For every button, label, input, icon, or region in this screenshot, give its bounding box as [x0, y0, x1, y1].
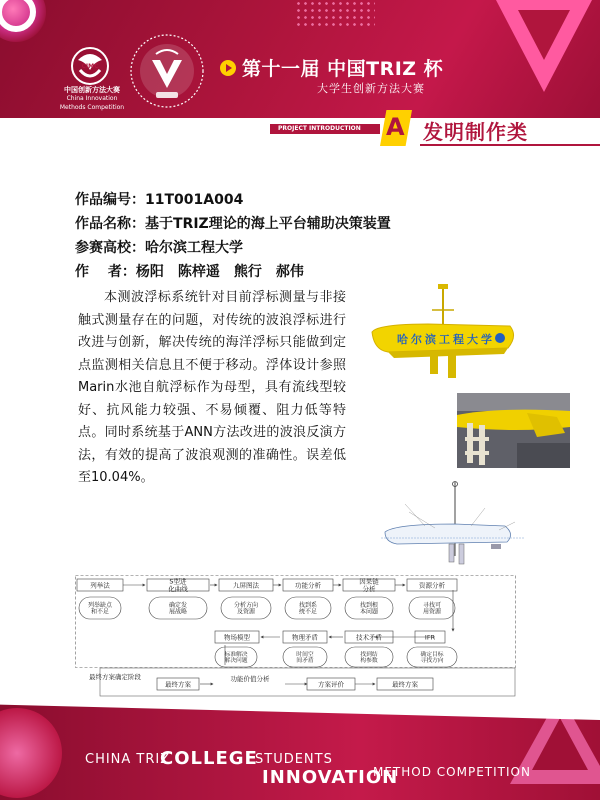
buoy-hull-text: 哈尔滨工程大学 [397, 333, 495, 346]
flow-svg [75, 575, 520, 700]
flow-text-r2-1: 确定发展战略 [168, 601, 188, 616]
buoy-schematic-image [375, 478, 530, 573]
flow-text-r1-0: 列举法 [90, 581, 110, 590]
flow-text-r5-2: 方案评价 [318, 680, 344, 689]
competition-subtitle: 大学生创新方法大赛 [317, 82, 425, 95]
flow-text-r3-2: 技术矛盾 [356, 633, 382, 642]
footer-text-students: STUDENTS [255, 752, 333, 767]
footer-text-innovation: INNOVATION [262, 767, 399, 788]
flow-text-r3-1: 物理矛盾 [292, 633, 318, 642]
flow-text-r2-5: 寻找可用资源 [422, 601, 442, 616]
footer-text-china-triz: CHINA TRIZ [85, 752, 171, 767]
flow-text-r5-3: 最终方案 [392, 680, 418, 689]
name-label: 作品名称： [75, 216, 145, 232]
cimc-caption-en2: Methods Competition [59, 103, 125, 111]
code-label: 作品编号： [75, 192, 145, 208]
flow-text-r3-3: IFR [424, 633, 436, 642]
flow-text-r4-2: 找到结构参数 [360, 651, 378, 665]
author-value: 杨阳 陈梓遥 熊行 郝伟 [135, 264, 304, 280]
project-description: 本测波浮标系统针对目前浮标测量与非接触式测量存在的问题，对传统的波浪浮标进行改进与创新，解决传统的海洋浮标只能做到定点监测相关信息且不便于移动。浮体设计参照Marin水池自航浮标作为母型，具有流线型较好、抗风能力较强、不易倾覆、阻力低等特点。同时系统基于ANN方法改进的波浪反演方法，有效的提高了波浪观测的准确性。误差低至10.04%。 [78, 290, 346, 485]
flow-text-r2-0: 列举缺点和不足 [87, 601, 113, 616]
final-stage-label-1: 最终方案确定阶段 [89, 673, 141, 681]
project-intro-tag: PROJECT INTRODUCTION [270, 124, 380, 134]
footer-text-college: COLLEGE [160, 748, 258, 769]
buoy-photo-image [457, 393, 570, 468]
play-arrow-icon [220, 60, 236, 76]
cimc-caption-cn: 中国创新方法大赛 [64, 86, 120, 94]
category-underline [420, 144, 600, 146]
author-label: 作 者： [75, 264, 136, 280]
project-info [75, 188, 535, 284]
name-value: 基于TRIZ理论的海上平台辅助决策装置 [145, 216, 391, 232]
school-value: 哈尔滨工程大学 [145, 240, 243, 256]
cimc-caption-en1: China Innovation [66, 95, 118, 103]
info-name-row [75, 212, 535, 236]
flow-text-r2-2: 分析方向及资源 [233, 601, 259, 616]
flow-text-r2-3: 找到系统不足 [298, 601, 318, 616]
footer-decor-circle [0, 708, 62, 798]
footer-white-edge [0, 698, 600, 720]
method-flow-diagram [75, 575, 520, 700]
triz-competition-logo-icon [128, 32, 206, 110]
flow-text-r4-1: 时间空间矛盾 [296, 651, 314, 665]
category-letter: A [386, 113, 405, 141]
flow-text-r4-3: 确定目标寻找方向 [420, 651, 444, 665]
cimc-caption [52, 86, 132, 112]
info-school-row [75, 236, 535, 260]
school-label: 参赛高校： [75, 240, 145, 256]
buoy-render-image [368, 280, 518, 385]
footer-text-method-competition: METHOD COMPETITION [373, 765, 531, 779]
flow-text-r5-0: 最终方案 [165, 680, 191, 689]
flow-text-r5-1: 功能价值分析 [230, 675, 270, 683]
flow-text-r1-1: S型进化曲线 [168, 577, 188, 593]
info-code-row [75, 188, 535, 212]
flow-text-r1-4: 因果链分析 [359, 577, 379, 593]
cimc-mark: CIMC [81, 63, 99, 70]
competition-title: 第十一届 中国TRIZ 杯 [242, 58, 444, 80]
flow-text-r1-5: 资源分析 [419, 581, 445, 590]
flow-text-r1-3: 功能分析 [295, 581, 321, 590]
flow-text-r1-2: 九屏图法 [233, 581, 259, 590]
flow-text-r4-0: 标准解决解决问题 [224, 651, 248, 665]
flow-text-r3-0: 物场模型 [224, 633, 250, 642]
flow-text-r2-4: 找到根本问题 [359, 601, 379, 616]
decor-dots [295, 0, 375, 30]
code-value: 11T001A004 [145, 192, 244, 208]
decor-triangle-inner [518, 10, 570, 60]
category-title: 发明制作类 [423, 120, 528, 144]
footer-decor-triangle-inner [532, 718, 588, 770]
